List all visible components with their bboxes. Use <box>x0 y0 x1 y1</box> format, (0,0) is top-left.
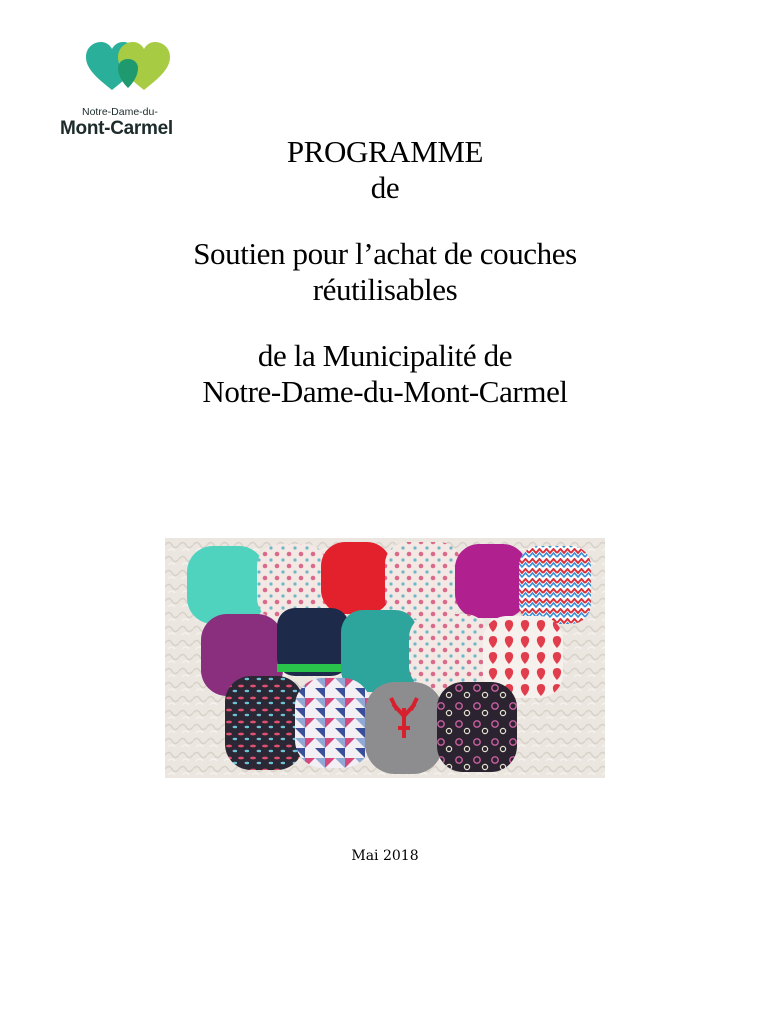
title-line-programme: PROGRAMME <box>286 134 484 169</box>
title-line-town: Notre-Dame-du-Mont-Carmel <box>202 374 568 409</box>
title-spacer <box>0 206 770 236</box>
document-title <box>0 134 770 410</box>
logo-text-line1: Notre-Dame-du- <box>82 106 158 118</box>
cloth-diapers-photo <box>165 538 605 778</box>
title-line-municipalite: de la Municipalité de <box>257 338 513 373</box>
hearts-logo-icon <box>82 38 174 92</box>
title-line-reutilisables: réutilisables <box>312 272 458 307</box>
title-line-soutien: Soutien pour l’achat de couches <box>193 236 577 271</box>
municipal-logo <box>60 38 210 142</box>
logo-text-line2: Mont-Carmel <box>60 118 173 139</box>
title-line-de: de <box>370 170 400 205</box>
document-date: Mai 2018 <box>351 848 419 864</box>
title-spacer <box>0 308 770 338</box>
